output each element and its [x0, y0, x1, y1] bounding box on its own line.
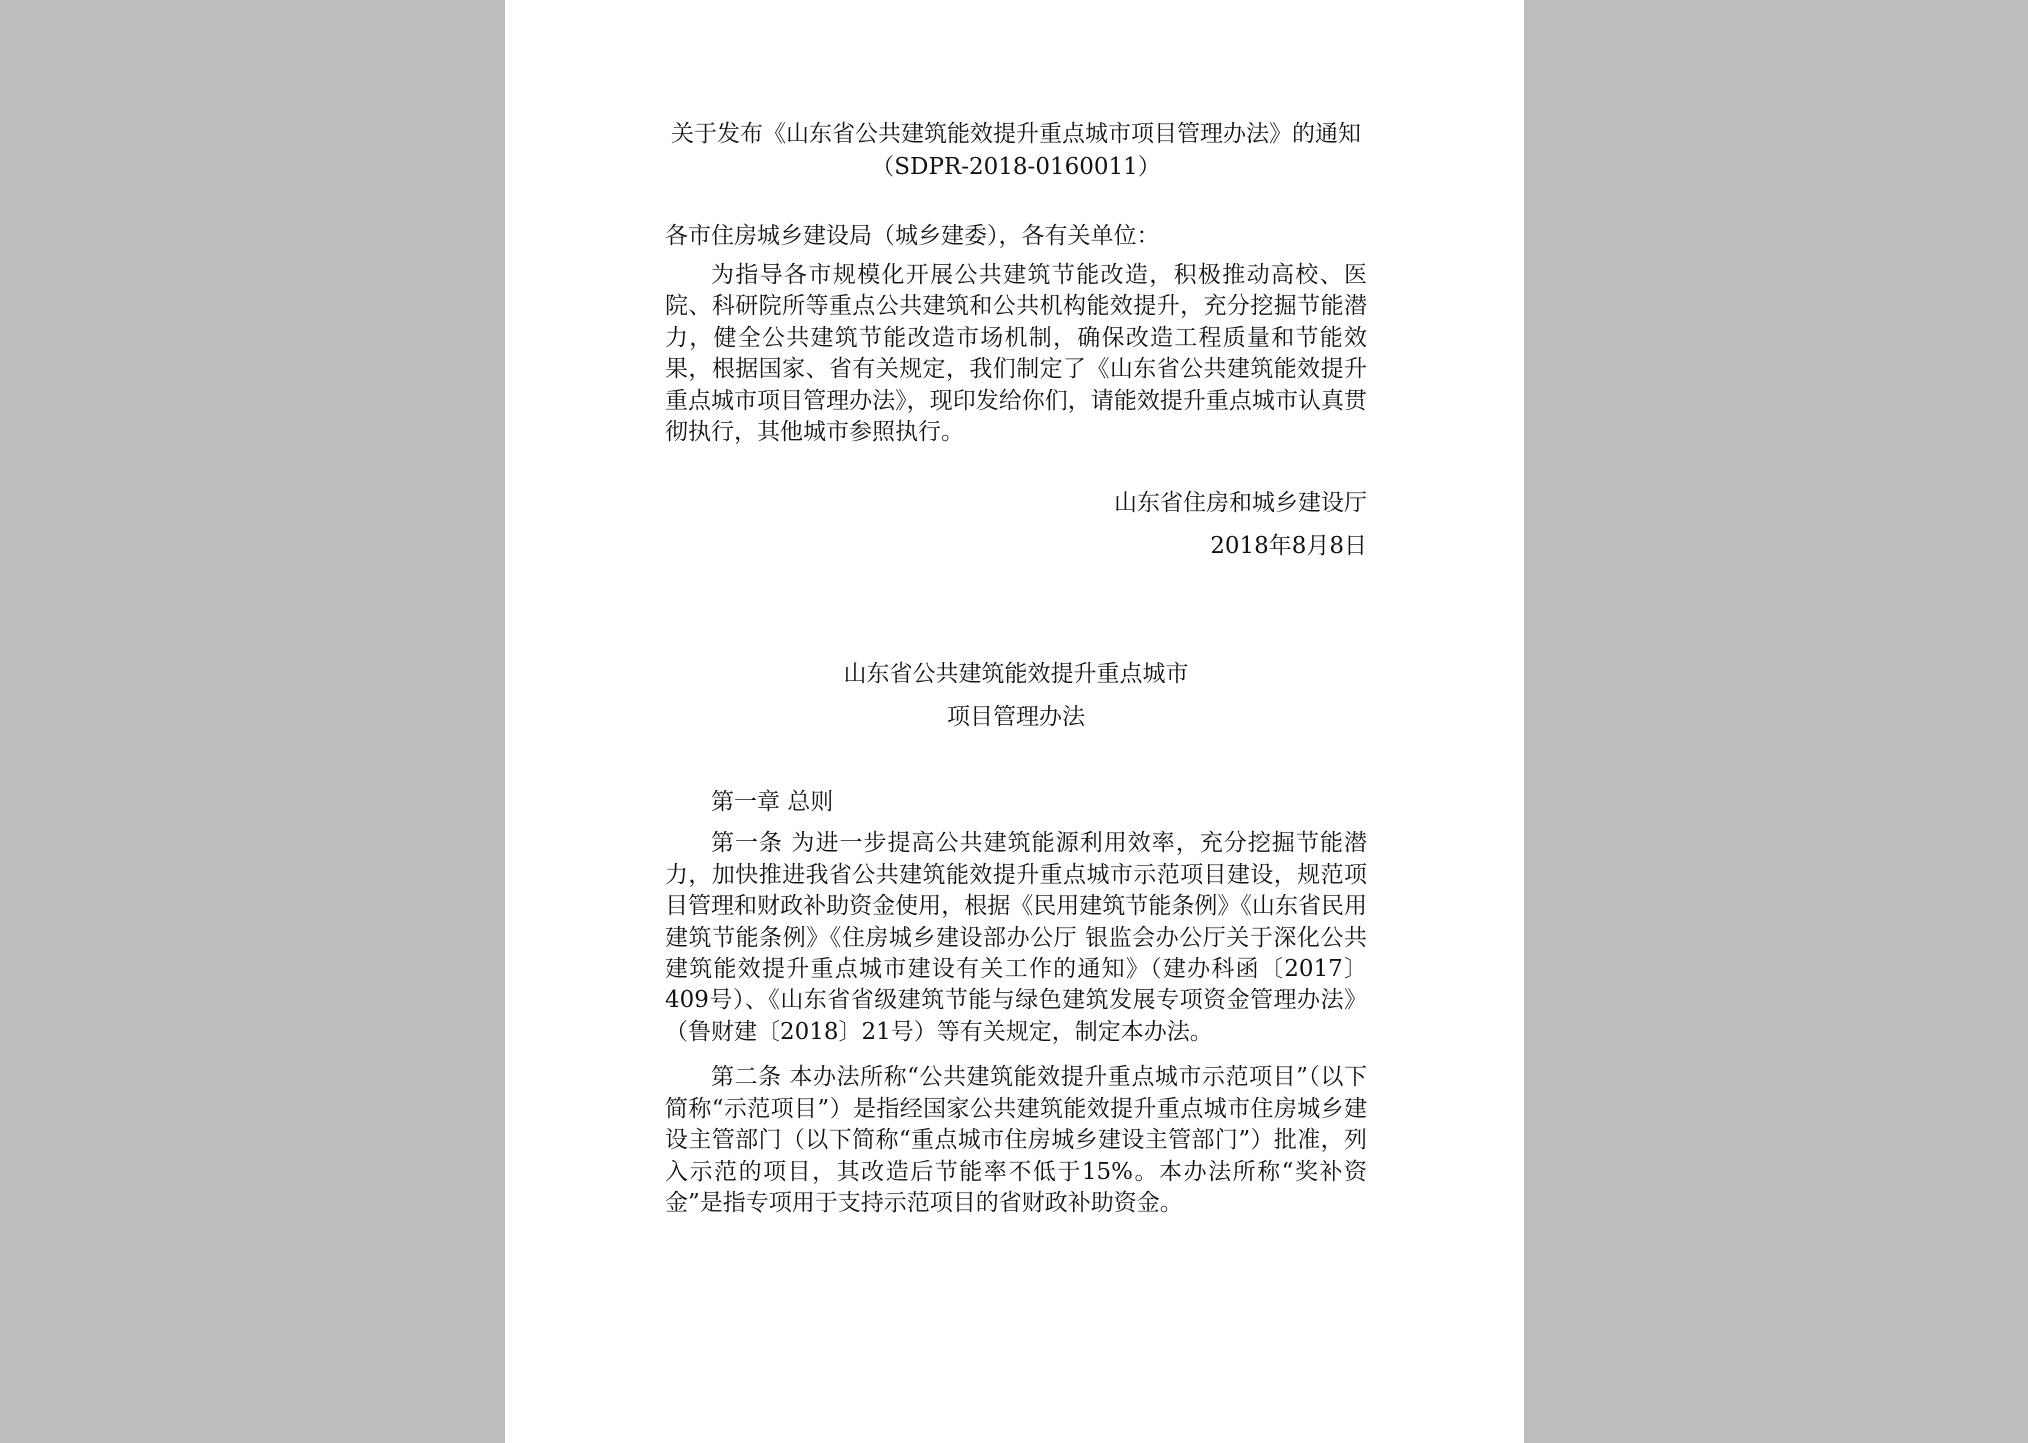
chapter-heading: 第一章 总则	[711, 789, 834, 816]
issue-date: 2018年8月8日	[1210, 533, 1367, 560]
notice-body: 为指导各市规模化开展公共建筑节能改造，积极推动高校、医院、科研院所等重点公共建筑和公共机构能效提升，充分挖掘节能潜力，健全公共建筑节能改造市场机制，确保改造工程质量和节能效果，根据国家、省有关规定，我们制定了《山东省公共建筑能效提升重点城市项目管理办法》，现印发给你们，请能效提升重点城市认真贯彻执行，其他城市参照执行。	[665, 262, 1367, 446]
measures-title-line1: 山东省公共建筑能效提升重点城市	[843, 661, 1189, 688]
issuer-name: 山东省住房和城乡建设厅	[1114, 490, 1367, 517]
notice-title: 关于发布《山东省公共建筑能效提升重点城市项目管理办法》的通知（SDPR-2018-0160011）	[671, 121, 1361, 180]
measures-title-line2: 项目管理办法	[947, 704, 1085, 731]
document-content	[665, 118, 1367, 1219]
document-page	[505, 0, 1524, 1443]
article-2: 第二条 本办法所称“公共建筑能效提升重点城市示范项目”（以下简称“示范项目”）是指经国家公共建筑能效提升重点城市住房城乡建设主管部门（以下简称“重点城市住房城乡建设主管部门”）批准，列入示范的项目，其改造后节能率不低于15%。本办法所称“奖补资金”是指专项用于支持示范项目的省财政补助资金。	[665, 1064, 1367, 1216]
article-1: 第一条 为进一步提高公共建筑能源利用效率，充分挖掘节能潜力，加快推进我省公共建筑能效提升重点城市示范项目建设，规范项目管理和财政补助资金使用，根据《民用建筑节能条例》《山东省民用建筑节能条例》《住房城乡建设部办公厅 银监会办公厅关于深化公共建筑能效提升重点城市建设有关工作的通知》（建办科函〔2017〕409号）、《山东省省级建筑节能与绿色建筑发展专项资金管理办法》（鲁财建〔2018〕21号）等有关规定，制定本办法。	[665, 830, 1367, 1045]
notice-salutation: 各市住房城乡建设局（城乡建委），各有关单位：	[665, 223, 1160, 249]
